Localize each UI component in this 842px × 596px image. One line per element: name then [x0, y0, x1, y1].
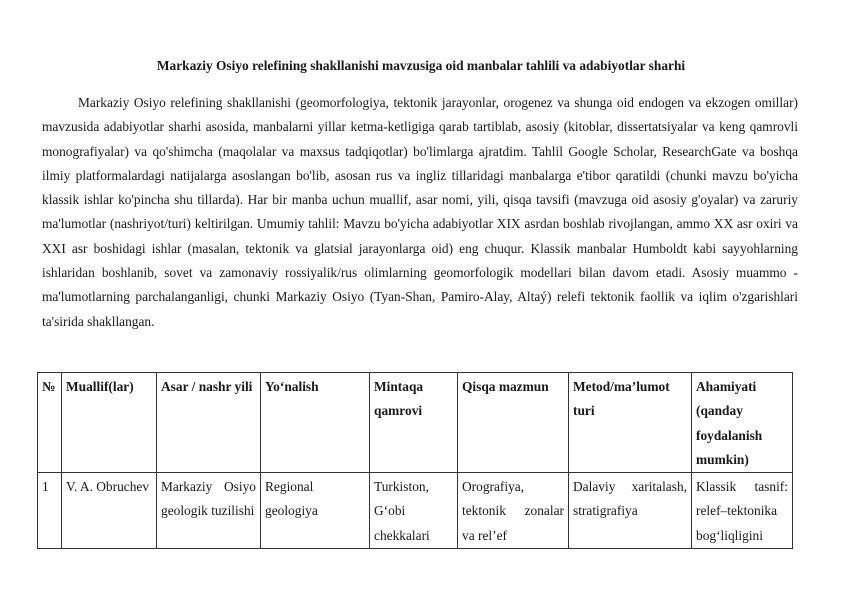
- table-header-row: [38, 373, 793, 473]
- table-row: [38, 473, 793, 549]
- header-summary: Qisqa mazmun: [458, 373, 569, 473]
- header-number: №: [38, 373, 62, 473]
- document-title: Markaziy Osiyo relefining shakllanishi mavzusiga oid manbalar tahlili va adabiyotlar sharhi: [156, 58, 686, 73]
- header-work: Asar / nashr yili: [157, 373, 261, 473]
- cell-number: 1: [38, 473, 62, 549]
- header-region: Mintaqa qamrovi: [370, 373, 458, 473]
- cell-region: Turkiston, G‘obi chekkalari: [370, 473, 458, 549]
- header-direction: Yo‘nalish: [261, 373, 370, 473]
- intro-paragraph: Markaziy Osiyo relefining shakllanishi (geomorfologiya, tektonik jarayonlar, orogenez va shunga oid endogen va ekzogen omillar) mavzusida adabiyotlar sharhi asosida, manbalarni yillar ketma-ketligiga qarab tartiblab, asosiy (kitoblar, dissertatsiyalar va keng qamrovli monografiyalar) va qo'shimcha (maqolalar va maxsus tadqiqotlar) bo'limlarga ajratdim. Tahlil Google Scholar, ResearchGate va boshqa ilmiy platformalardagi natijalarga asoslangan bo'lib, asosan rus va ingliz tillaridagi manbalarga e'tibor qaratildi (chunki mavzu bo'yicha klassik ishlar ko'pincha shu tillarda). Har bir manba uchun muallif, asar nomi, yili, qisqa tavsifi (mavzuga oid asosiy g'oyalar) va zaruriy ma'lumotlar (nashriyot/turi) keltirilgan. Umumiy tahlil: Mavzu bo'yicha adabiyotlar XIX asrdan boshlab rivojlangan, ammo XX asr oxiri va XXI asr boshidagi ishlar (masalan, tektonik va glatsial jarayonlarga oid) eng chuqur. Klassik manbalar Humboldt kabi sayyohlarning ishlaridan boshlanib, sovet va zamonaviy rossiyalik/rus olimlarning geomorfologik modellari bilan davom etadi. Asosiy muammo - ma'lumotlarning parchalanganligi, chunki Markaziy Osiyo (Tyan-Shan, Pamiro-Alay, Altaý) relefi tektonik faollik va iqlim o'zgarishlari ta'sirida shakllangan.: [42, 95, 798, 329]
- header-method: Metod/ma’lumot turi: [569, 373, 692, 473]
- literature-table: [37, 372, 793, 549]
- cell-direction: Regional geologiya: [261, 473, 370, 549]
- cell-author: V. A. Obruchev: [62, 473, 157, 549]
- header-importance: Ahamiyati (qanday foydalanish mumkin): [692, 373, 793, 473]
- cell-method: Dalaviy xaritalash, stratigrafiya: [569, 473, 692, 549]
- cell-importance: Klassik tasnif: relef–tektonika bog‘liqligini: [692, 473, 793, 549]
- cell-summary: Orografiya, tektonik zonalar va rel’ef: [458, 473, 569, 549]
- cell-work: Markaziy Osiyo geologik tuzilishi: [157, 473, 261, 549]
- header-author: Muallif(lar): [62, 373, 157, 473]
